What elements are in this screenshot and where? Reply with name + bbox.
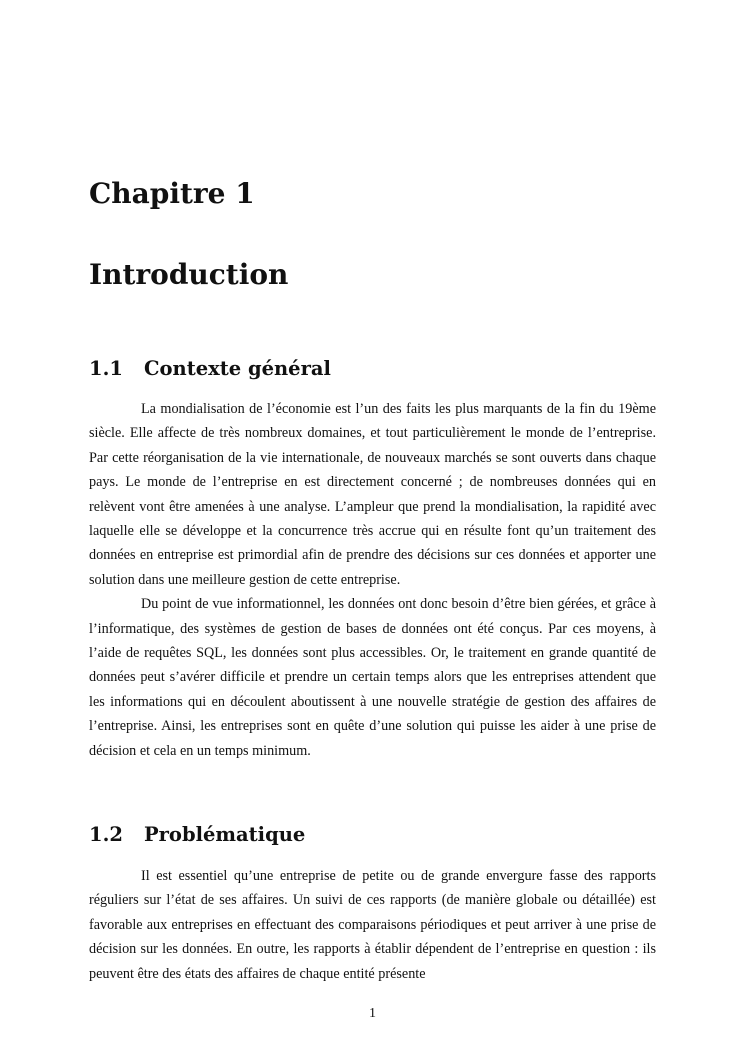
chapter-label: Chapitre 1: [89, 177, 255, 210]
paragraph: La mondialisation de l’économie est l’un des faits les plus marquants de la fin du 19ème siècle. Elle affecte de très nombreux domaines, et tout particulièrement le monde de l’entreprise. Par cette réorganisation de la vie internationale, de nouveaux marchés se sont ouverts dans chaque pays. Le monde de l’entreprise en est directement concerné ; de nombreuses données qui en relèvent vont être amenées à une analyse. L’ampleur que prend la mondialisation, la rapidité avec laquelle elle se développe et la concurrence très accrue qui en résulte font qu’un traitement des données en entreprise est primordial afin de prendre des décisions sur ces données et apporter une solution dans une meilleure gestion de cette entreprise.: [89, 401, 656, 588]
page-number: 1: [369, 1006, 376, 1021]
paragraph: Du point de vue informationnel, les données ont donc besoin d’être bien gérées, et grâce à l’informatique, des systèmes de gestion de bases de données ont été conçus. Par ces moyens, à l’aide de requêtes SQL, les données sont plus accessibles. Or, le traitement en grande quantité de données peut s’avérer difficile et prendre un certain temps alors que les entreprises attendent que les informations qui en découlent aboutissent à une nouvelle stratégie de gestion des affaires de l’entreprise. Ainsi, les entreprises sont en quête d’une solution qui puisse les aider à une prise de décision et cela en un temps minimum.: [89, 596, 656, 759]
section-heading-contexte: [89, 356, 331, 382]
section-body-problematique: [89, 864, 656, 986]
section-number: 1.2: [89, 823, 123, 846]
paragraph: Il est essentiel qu’une entreprise de petite ou de grande envergure fasse des rapports réguliers sur l’état de ses affaires. Un suivi de ces rapports (de manière globale ou détaillée) est favorable aux entreprises en effectuant des comparaisons périodiques et peut arriver à une prise de décision sur les données. En outre, les rapports à établir dépendent de l’entreprise en question : ils peuvent être des états des affaires de chaque entité présente: [89, 868, 656, 982]
section-heading-problematique: [89, 822, 305, 848]
section-number: 1.1: [89, 357, 123, 380]
chapter-title: Introduction: [89, 258, 289, 291]
section-title: Problématique: [144, 823, 306, 846]
section-title: Contexte général: [144, 357, 331, 380]
section-body-contexte: [89, 397, 656, 763]
